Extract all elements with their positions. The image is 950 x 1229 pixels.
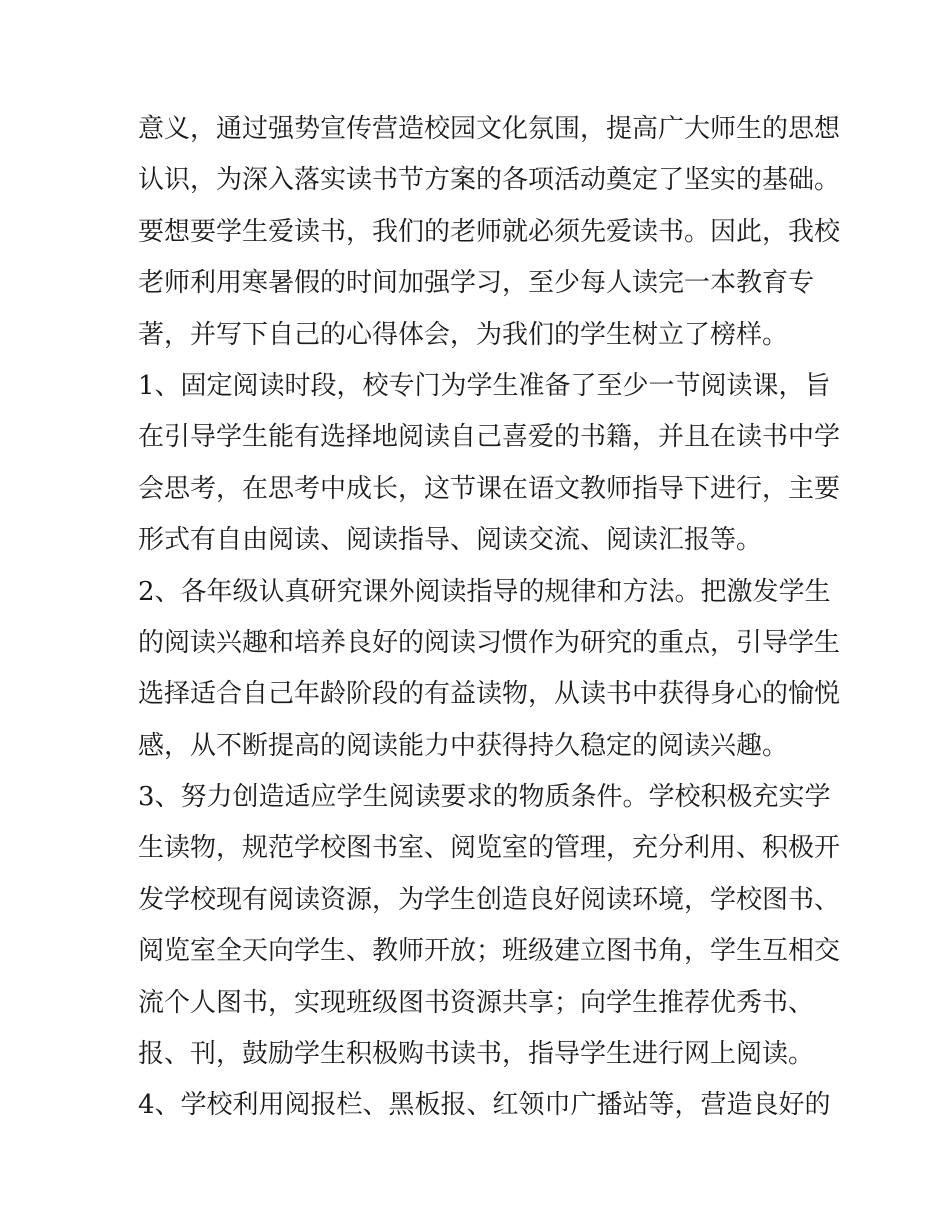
text-line: 发学校现有阅读资源，为学生创造良好阅读环境，学校图书、 [138,884,841,915]
text-line: 选择适合自己年龄阶段的有益读物，从读书中获得身心的愉悦 [138,679,841,710]
text-line: 3、努力创造适应学生阅读要求的物质条件。学校积极充实学 [138,782,831,813]
text-line: 老师利用寒暑假的时间加强学习，至少每人读完一本教育专 [138,268,815,299]
text-line: 感，从不断提高的阅读能力中获得持久稳定的阅读兴趣。 [138,730,789,761]
text-line: 阅览室全天向学生、教师开放；班级建立图书角，学生互相交 [138,936,841,967]
text-line: 形式有自由阅读、阅读指导、阅读交流、阅读汇报等。 [138,525,763,556]
text-line: 的阅读兴趣和培养良好的阅读习惯作为研究的重点，引导学生 [138,627,841,658]
text-line: 1、固定阅读时段，校专门为学生准备了至少一节阅读课，旨 [138,370,831,401]
text-line: 4、学校利用阅报栏、黑板报、红领巾广播站等，营造良好的 [138,1090,831,1121]
text-line: 认识，为深入落实读书节方案的各项活动奠定了坚实的基础。 [138,165,841,196]
text-line: 2、各年级认真研究课外阅读指导的规律和方法。把激发学生 [138,576,831,607]
text-line: 报、刊，鼓励学生积极购书读书，指导学生进行网上阅读。 [138,1039,815,1070]
text-line: 在引导学生能有选择地阅读自己喜爱的书籍，并且在读书中学 [138,422,841,453]
text-line: 生读物，规范学校图书室、阅览室的管理，充分利用、积极开 [138,833,841,864]
text-line: 意义，通过强势宣传营造校园文化氛围，提高广大师生的思想 [138,114,841,144]
text-line: 著，并写下自己的心得体会，为我们的学生树立了榜样。 [138,319,789,350]
text-line: 会思考，在思考中成长，这节课在语文教师指导下进行，主要 [138,473,841,504]
body-text [138,104,841,1132]
text-line: 流个人图书，实现班级图书资源共享；向学生推荐优秀书、 [138,987,815,1018]
text-line: 要想要学生爱读书，我们的老师就必须先爱读书。因此，我校 [138,216,841,247]
